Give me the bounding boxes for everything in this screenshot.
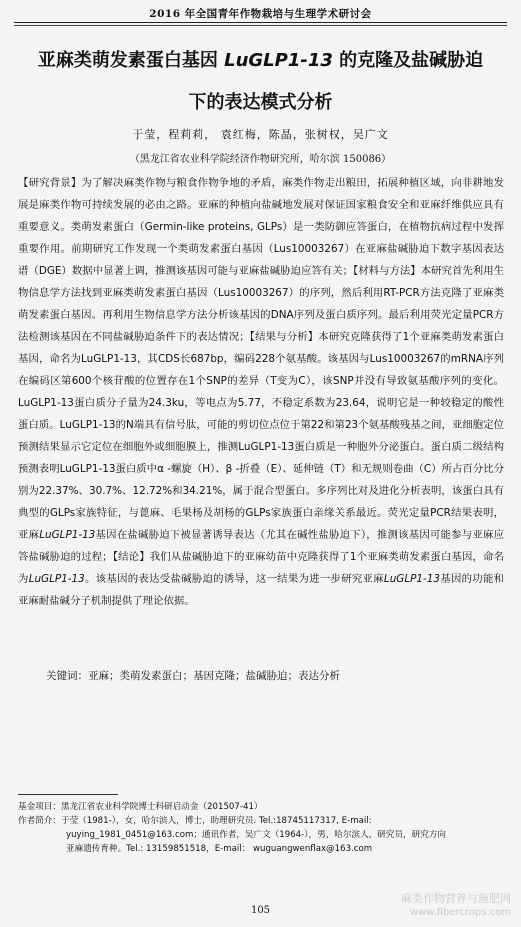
paper-title-line-2: 下的表达模式分析 — [188, 92, 333, 113]
paper-title-line-1 — [18, 46, 503, 72]
abstract-text-3: 。该基因的表达受盐碱胁迫的诱导，这一结果为进一步研究亚麻 — [84, 573, 384, 585]
affiliation: （黑龙江省农业科学院经济作物研究所，哈尔滨 150086） — [129, 154, 392, 165]
title-gene-name: LuGLP1-13 — [224, 50, 333, 71]
watermark — [401, 892, 511, 919]
abstract-gene-name: LuGLP1-13 — [28, 573, 85, 585]
abstract-gene-name: LuGLP1-13 — [39, 529, 96, 541]
header-rule — [14, 22, 507, 23]
abstract — [18, 172, 504, 612]
footnote-author-line-2: yuying_1981_0451@163.com；通讯作者，吴广文（1964-），男，哈尔滨人，研究员，研究方向 — [66, 830, 447, 840]
abstract-text-1: 【研究背景】为了解决麻类作物与粮食作物争地的矛盾，麻类作物走出粮田，拓展种植区域，向非耕地发展是麻类作物可持续发展的必由之路。亚麻的种植向盐碱地发展对保证国家粮食安全和亚麻纤维供应具有重要意义。类萌发素蛋白（Germin-like proteins, GLPs）是一类防御应答蛋白，在植物抗病过程中发挥重要作用。前期研究工作发现一个类萌发素蛋白基因（Lus10003267）在亚麻盐碱胁迫下数字基因表达谱（DGE）数据中显著上调，推测该基因可能与亚麻盐碱胁迫应答有关；【材料与方法】本研究首先利用生物信息学方法找到亚麻类萌发素蛋白基因（Lus10003267）的序列，然后利用RT-PCR方法克隆了亚麻类萌发素蛋白基因。再利用生物信息学方法分析该基因的DNA序列及蛋白质序列。最后利用荧光定量PCR方法检测该基因在不同盐碱胁迫条件下的表达情况；【结果与分析】本研究克隆获得了1个亚麻类萌发素蛋白基因，命名为LuGLP1-13，其CDS长687bp，编码228个氨基酸。该基因与Lus10003267的mRNA序列在编码区第600个核苷酸的位置存在1个SNP的差异（T变为C），该SNP并没有导致氨基酸序列的变化。LuGLP1-13蛋白质分子量为24.3ku，等电点为5.77，不稳定系数为23.64，说明它是一种较稳定的酸性蛋白质。LuGLP1-13的N端具有信号肽，可能的剪切位点位于第22和第23个氨基酸残基之间，亚细胞定位预测结果显示它定位在细胞外或细胞膜上，推测LuGLP1-13蛋白质是一种胞外分泌蛋白。蛋白质二级结构预测表明LuGLP1-13蛋白质中α -螺旋（H）、β -折叠（E）、延伸链（T）和无规则卷曲（C）所占百分比分别为22.37%、30.7%、12.72%和34.21%，属于混合型蛋白。多序列比对及进化分析表明，该蛋白具有典型的GLPs家族特征，与蓖麻、毛果杨及胡杨的GLPs家族蛋白亲缘关系最近。荧光定量PCR结果表明，亚麻 — [18, 177, 504, 541]
footnote-author-line-3: 亚麻遗传育种。Tel.: 13159851518，E-mail： wuguangwenflax@163.com — [66, 844, 373, 854]
abstract-gene-name: LuGLP1-13 — [383, 573, 440, 585]
abstract-text-2: 基因在盐碱胁迫下被显著诱导表达（尤其在碱性盐胁迫下），推测该基因可能参与亚麻应答盐碱胁迫的过程；【结论】我们从盐碱胁迫下的亚麻幼苗中克隆获得了1个亚麻类萌发素蛋白基因，命名为 — [18, 529, 505, 585]
page-number: 105 — [250, 905, 271, 916]
watermark-text: 麻类作物营养与施肥网 — [401, 892, 511, 905]
footnote-rule — [18, 794, 118, 795]
author-list: 于莹，程莉莉， 袁红梅，陈晶，张树权，吴广文 — [132, 128, 389, 141]
keywords: 关键词：亚麻；类萌发素蛋白；基因克隆；盐碱胁迫；表达分析 — [46, 670, 340, 682]
footnote-fund: 基金项目：黑龙江省农业科学院博士科研启动金（201507-41） — [18, 802, 263, 812]
footnote-author-line-1: 作者简介：于莹（1981-），女，哈尔滨人，博士，助理研究员. Tel.:18745117317, E-mail: — [18, 816, 372, 826]
running-header: 2016 年全国青年作物栽培与生理学术研讨会 — [149, 8, 372, 20]
abstract-text-4: 基因的功能和亚麻耐盐碱分子机制提供了理论依据。 — [18, 573, 505, 607]
title-prefix: 亚麻类萌发素蛋白基因 — [37, 50, 225, 71]
title-suffix: 的克隆及盐碱胁迫 — [332, 50, 484, 71]
header-rule-thin — [14, 25, 507, 26]
watermark-url: www.fibercrops.com — [409, 907, 511, 918]
